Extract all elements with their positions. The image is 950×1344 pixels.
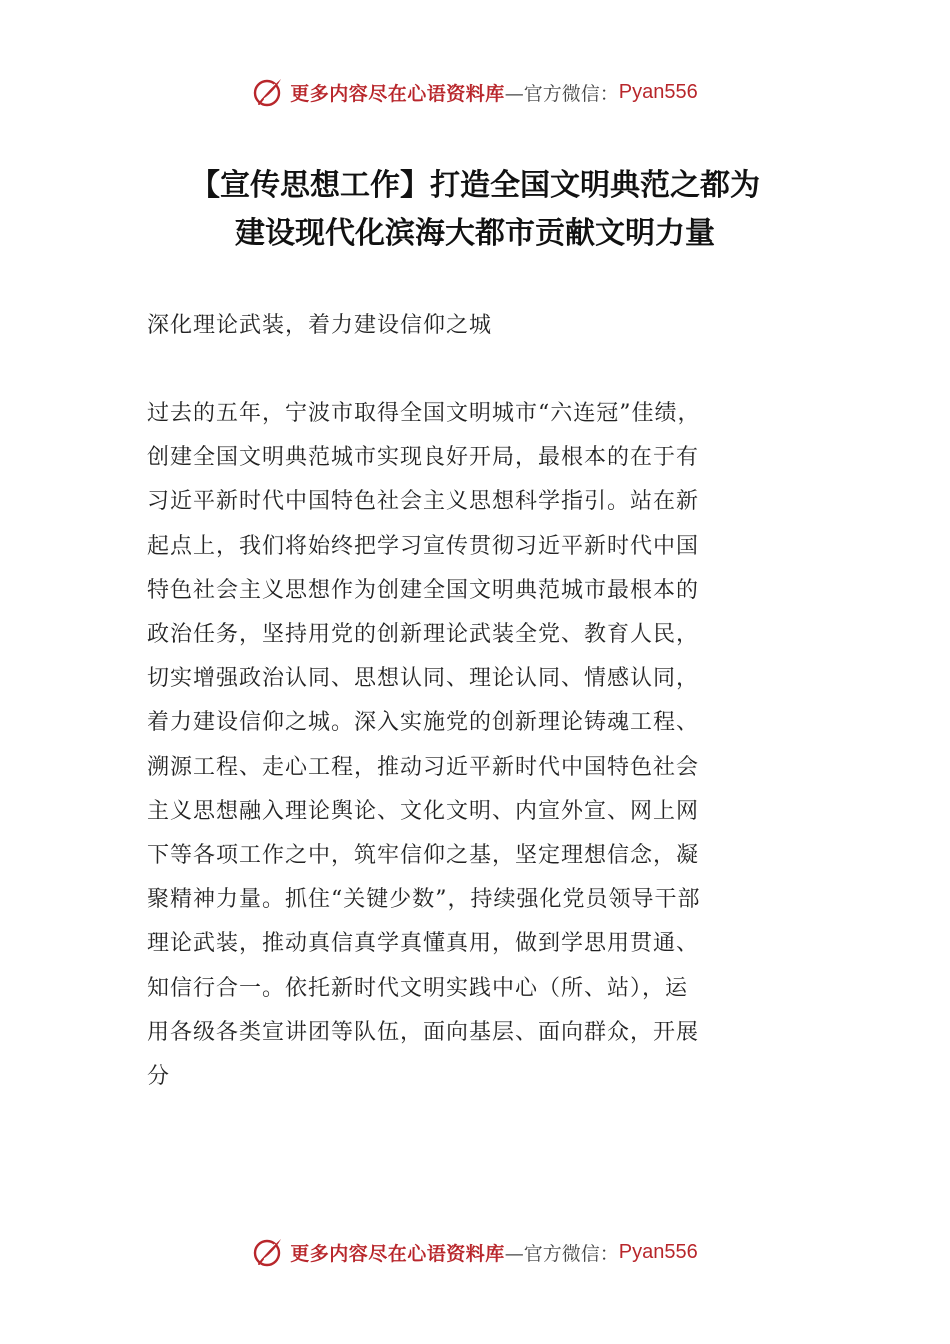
body-line: 聚精神力量。抓住“关键少数”，持续强化党员领导干部 [147, 887, 701, 913]
quill-circle-logo-icon [252, 1236, 284, 1268]
body-line: 创建全国文明典范城市实现良好开局，最根本的在于有 [147, 445, 700, 471]
document-title [100, 162, 850, 258]
body-line: 主义思想融入理论舆论、文化文明、内宣外宣、网上网 [147, 798, 700, 824]
title-line: 建设现代化滨海大都市贡献文明力量 [235, 216, 715, 251]
body-line: 用各级各类宣讲团等队伍，面向基层、面向群众，开展 [147, 1019, 700, 1045]
header-banner [0, 72, 950, 112]
body-line: 下等各项工作之中，筑牢信仰之基，坚定理想信念，凝 [147, 843, 700, 869]
banner-official-label: —官方微信： [504, 1242, 619, 1265]
banner-brand-text: 更多内容尽在心语资料库 [290, 1242, 505, 1265]
footer-banner [0, 1232, 950, 1272]
body-line: 过去的五年，宁波市取得全国文明城市“六连冠”佳绩， [147, 401, 701, 426]
banner-wechat-id: Pyan556 [618, 80, 698, 103]
banner-wechat-id: Pyan556 [618, 1240, 698, 1263]
body-paragraph [147, 392, 812, 1099]
banner-official-label: —官方微信： [504, 82, 619, 105]
body-line: 切实增强政治认同、思想认同、理论认同、情感认同， [147, 666, 700, 692]
title-line: 【宣传思想工作】打造全国文明典范之都为 [190, 168, 760, 203]
body-line: 知信行合一。依托新时代文明实践中心（所、站），运 [147, 975, 689, 1001]
body-line: 习近平新时代中国特色社会主义思想科学指引。站在新 [147, 489, 700, 515]
body-line: 特色社会主义思想作为创建全国文明典范城市最根本的 [147, 577, 700, 603]
body-line: 理论武装，推动真信真学真懂真用，做到学思用贯通、 [147, 931, 700, 957]
body-line: 分 [147, 1064, 171, 1090]
quill-circle-logo-icon [252, 76, 284, 108]
banner-brand-text: 更多内容尽在心语资料库 [290, 82, 505, 105]
section-heading: 深化理论武装，着力建设信仰之城 [147, 313, 493, 338]
body-line: 溯源工程、走心工程，推动习近平新时代中国特色社会 [147, 754, 700, 780]
body-line: 政治任务，坚持用党的创新理论武装全党、教育人民， [147, 622, 700, 648]
body-line: 着力建设信仰之城。深入实施党的创新理论铸魂工程、 [147, 710, 700, 736]
body-line: 起点上，我们将始终把学习宣传贯彻习近平新时代中国 [147, 533, 700, 559]
